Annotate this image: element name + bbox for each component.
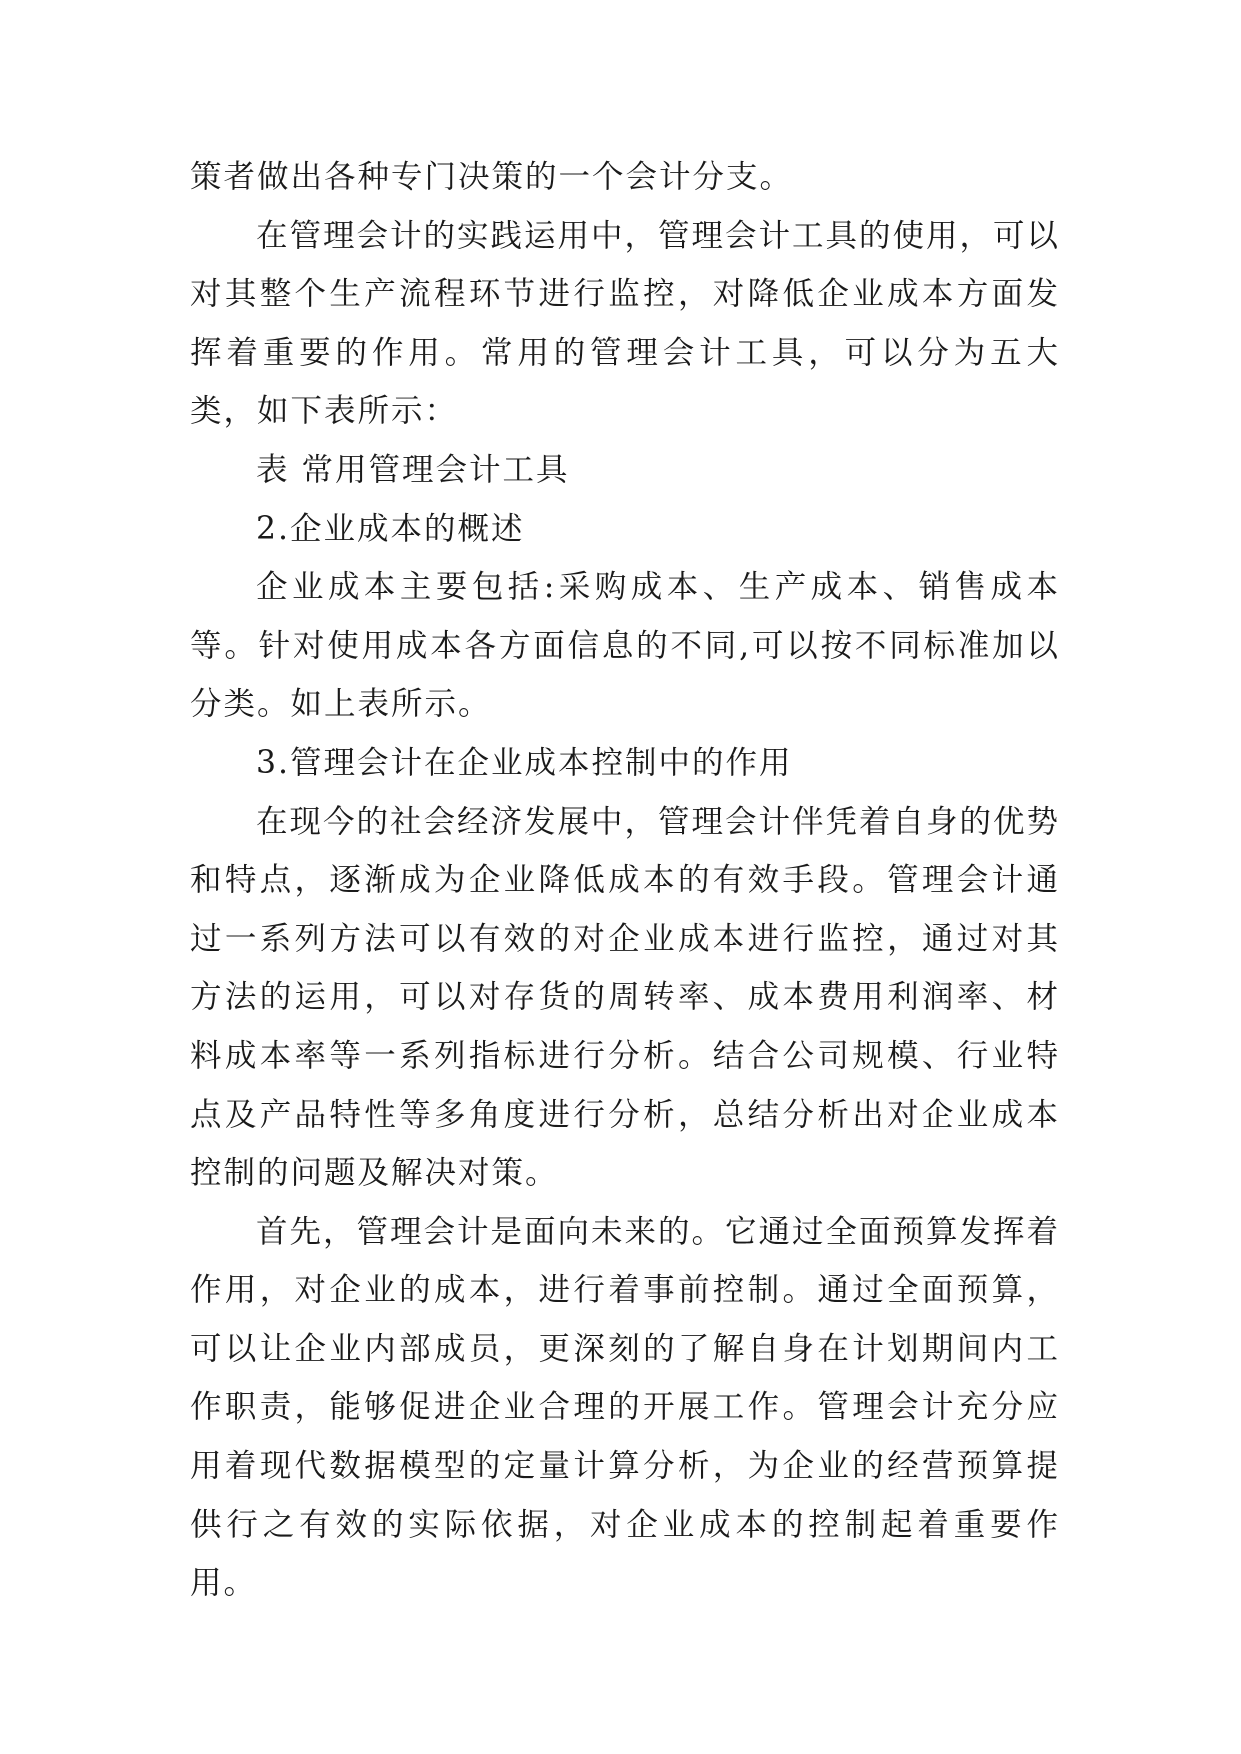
paragraph-first: 首先，管理会计是面向未来的。它通过全面预算发挥着作用，对企业的成本，进行着事前控制。通过全面预算，可以让企业内部成员，更深刻的了解自身在计划期间内工作职责，能够促进企业合理的开展工作。管理会计充分应用着现代数据模型的定量计算分析，为企业的经营预算提供行之有效的实际依据，对企业成本的控制起着重要作用。	[190, 1213, 1061, 1602]
paragraph-role: 在现今的社会经济发展中，管理会计伴凭着自身的优势和特点，逐渐成为企业降低成本的有效手段。管理会计通过一系列方法可以有效的对企业成本进行监控，通过对其方法的运用，可以对存货的周转率、成本费用利润率、材料成本率等一系列指标进行分析。结合公司规模、行业特点及产品特性等多角度进行分析，总结分析出对企业成本控制的问题及解决对策。	[190, 803, 1061, 1192]
body-text	[190, 148, 1060, 1613]
section-heading-2: 2.企业成本的概述	[256, 510, 525, 547]
paragraph-management-tools: 在管理会计的实践运用中，管理会计工具的使用，可以对其整个生产流程环节进行监控，对降低企业成本方面发挥着重要的作用。常用的管理会计工具，可以分为五大类，如下表所示：	[190, 217, 1061, 430]
table-caption: 表 常用管理会计工具	[256, 451, 570, 488]
section-heading-3: 3.管理会计在企业成本控制中的作用	[256, 744, 793, 781]
paragraph-cost-overview: 企业成本主要包括:采购成本、生产成本、销售成本等。针对使用成本各方面信息的不同,可以按不同标准加以分类。如上表所示。	[190, 569, 1060, 723]
paragraph-continuation: 策者做出各种专门决策的一个会计分支。	[190, 159, 794, 195]
